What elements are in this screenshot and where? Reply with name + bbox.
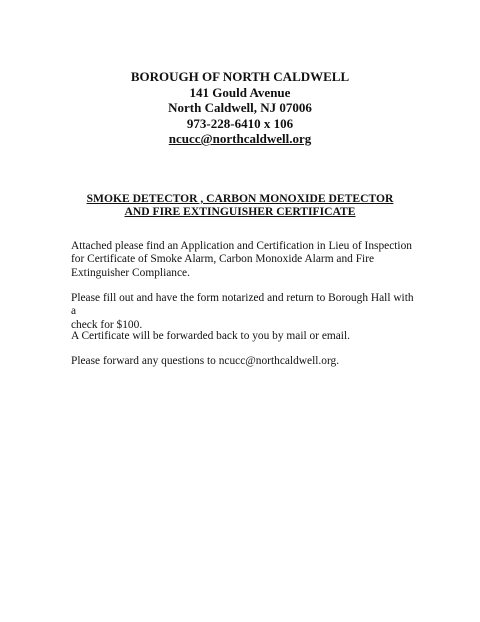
city-state-zip: North Caldwell, NJ 07006	[168, 100, 312, 115]
paragraph-attached-line-3: Extinguisher Compliance.	[71, 266, 190, 279]
title-line-1: SMOKE DETECTOR , CARBON MONOXIDE DETECTOR	[86, 192, 394, 205]
phone-number: 973-228-6410 x 106	[186, 115, 294, 131]
paragraph-certificate-delivery: A Certificate will be forwarded back to you by mail or email.	[71, 330, 350, 342]
organization-name: BOROUGH OF NORTH CALDWELL	[130, 69, 350, 84]
paragraph-instructions-line-1: Please fill out and have the form notarized and return to Borough Hall with a	[71, 292, 414, 318]
title-line-2: AND FIRE EXTINGUISHER CERTIFICATE	[124, 205, 356, 218]
paragraph-attached-line-2: for Certificate of Smoke Alarm, Carbon Monoxide Alarm and Fire	[71, 253, 375, 266]
paragraph-instructions-line-2: check for $100.	[71, 318, 143, 331]
email-link[interactable]: ncucc@northcaldwell.org	[168, 131, 312, 146]
letterhead	[0, 69, 480, 147]
paragraph-questions: Please forward any questions to ncucc@northcaldwell.org.	[71, 355, 340, 367]
certificate-title	[0, 192, 480, 218]
paragraph-instructions	[71, 292, 421, 332]
paragraph-attached	[71, 240, 421, 280]
paragraph-attached-line-1: Attached please find an Application and Certification in Lieu of Inspection	[71, 240, 412, 252]
street-address: 141 Gould Avenue	[189, 84, 291, 100]
